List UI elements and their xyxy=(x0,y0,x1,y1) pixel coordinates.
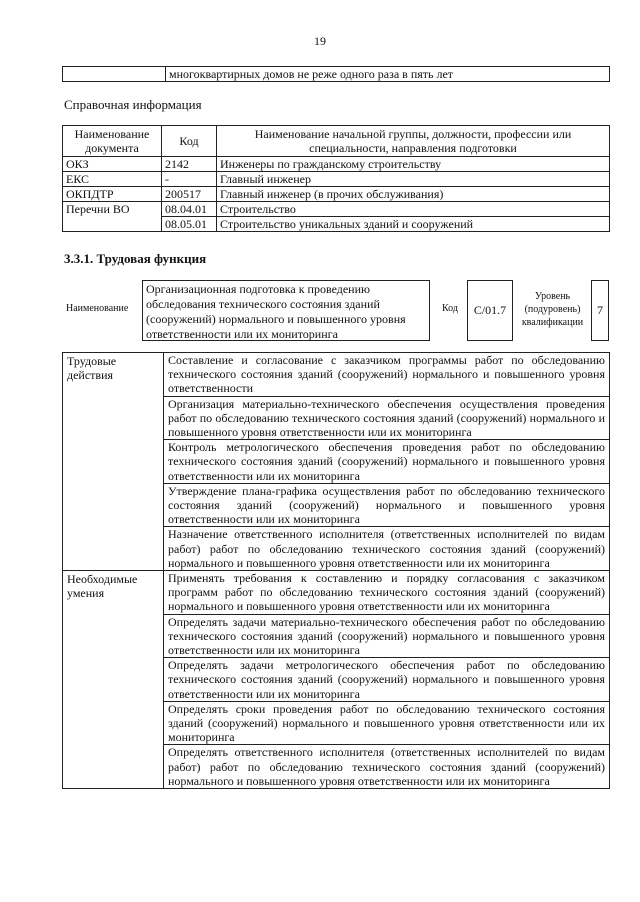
table-cell: Главный инженер (в прочих обслуживания) xyxy=(217,187,610,202)
table-row xyxy=(63,157,610,172)
table-row xyxy=(63,67,610,82)
actions-label: Трудовые действия xyxy=(63,353,164,571)
action-item: Организация материально-технического обеспечения осуществления проведения работ по обследованию технического состояния зданий (сооружений) нормального и повышенного уровня ответственности или их мониторинга xyxy=(164,396,610,440)
table-row xyxy=(63,202,610,217)
skill-item: Определять задачи метрологического обеспечения работ по обследованию технического состояния зданий (сооружений) нормального и повышенного уровня ответственности или их мониторинга xyxy=(164,658,610,702)
actions-skills-table xyxy=(62,352,610,789)
table-cell xyxy=(63,67,166,82)
name-label: Наименование xyxy=(66,303,129,314)
table-row xyxy=(63,353,610,397)
table-header-row xyxy=(63,126,610,157)
section-title: Справочная информация xyxy=(64,97,202,112)
function-level: 7 xyxy=(591,280,609,341)
table-cell: Строительство xyxy=(217,202,610,217)
action-item: Назначение ответственного исполнителя (ответственных исполнителей по видам работ) работ по обследованию технического состояния зданий (сооружений) нормального и повышенного уровня ответственности или их мониторинга xyxy=(164,527,610,571)
table-row xyxy=(63,172,610,187)
function-heading: 3.3.1. Трудовая функция xyxy=(64,251,207,266)
table-cell: - xyxy=(162,172,217,187)
table-row xyxy=(63,571,610,615)
reference-table xyxy=(62,125,610,232)
table-row xyxy=(63,187,610,202)
function-name: Организационная подготовка к проведению обследования технического состояния зданий (сооружений) нормального и повышенного уровня ответственности или их мониторинга xyxy=(142,280,430,341)
table-cell: 08.04.01 xyxy=(162,202,217,217)
skill-item: Определять сроки проведения работ по обследованию технического состояния зданий (сооружений) нормального и повышенного уровня ответственности или их мониторинга xyxy=(164,701,610,745)
function-code: C/01.7 xyxy=(467,280,513,341)
code-label: Код xyxy=(442,303,458,314)
skill-item: Применять требования к составлению и порядку согласования с заказчиком программ работ по обследованию технического состояния зданий (сооружений) нормального и повышенного уровня ответственности или их мониторинга xyxy=(164,571,610,615)
table-cell: ЕКС xyxy=(63,172,162,187)
column-header: Наименование документа xyxy=(63,126,162,157)
table-cell: 08.05.01 xyxy=(162,217,217,232)
table-cell: многоквартирных домов не реже одного раза в пять лет xyxy=(166,67,610,82)
table-cell: ОКПДТР xyxy=(63,187,162,202)
column-header: Наименование начальной группы, должности, профессии или специальности, направления подготовки xyxy=(217,126,610,157)
table-cell: Перечни ВО xyxy=(63,202,162,232)
skill-item: Определять ответственного исполнителя (ответственных исполнителей по видам работ) работ по обследованию технического состояния зданий (сооружений) нормального и повышенного уровня ответственности или их мониторинга xyxy=(164,745,610,789)
table-cell: Инженеры по гражданскому строительству xyxy=(217,157,610,172)
action-item: Составление и согласование с заказчиком программы работ по обследованию технического состояния зданий (сооружений) нормального и повышенного уровня ответственности xyxy=(164,353,610,397)
page-number: 19 xyxy=(314,34,326,48)
action-item: Контроль метрологического обеспечения проведения работ по обследованию технического состояния зданий (сооружений) нормального и повышенного уровня ответственности или их мониторинга xyxy=(164,440,610,484)
column-header: Код xyxy=(162,126,217,157)
continued-table xyxy=(62,66,610,82)
table-cell: 200517 xyxy=(162,187,217,202)
skill-item: Определять задачи материально-технического обеспечения работ по обследованию технического состояния зданий (сооружений) нормального и повышенного уровня ответственности или их мониторинга xyxy=(164,614,610,658)
table-cell: Главный инженер xyxy=(217,172,610,187)
table-cell: 2142 xyxy=(162,157,217,172)
action-item: Утверждение плана-графика осуществления работ по обследованию технического состояния зданий (сооружений) нормального и повышенного уровня ответственности или их мониторинга xyxy=(164,483,610,527)
table-cell: Строительство уникальных зданий и сооружений xyxy=(217,217,610,232)
table-cell: ОКЗ xyxy=(63,157,162,172)
skills-label: Необходимые умения xyxy=(63,571,164,789)
level-label: Уровень (подуровень) квалификации xyxy=(521,291,584,328)
